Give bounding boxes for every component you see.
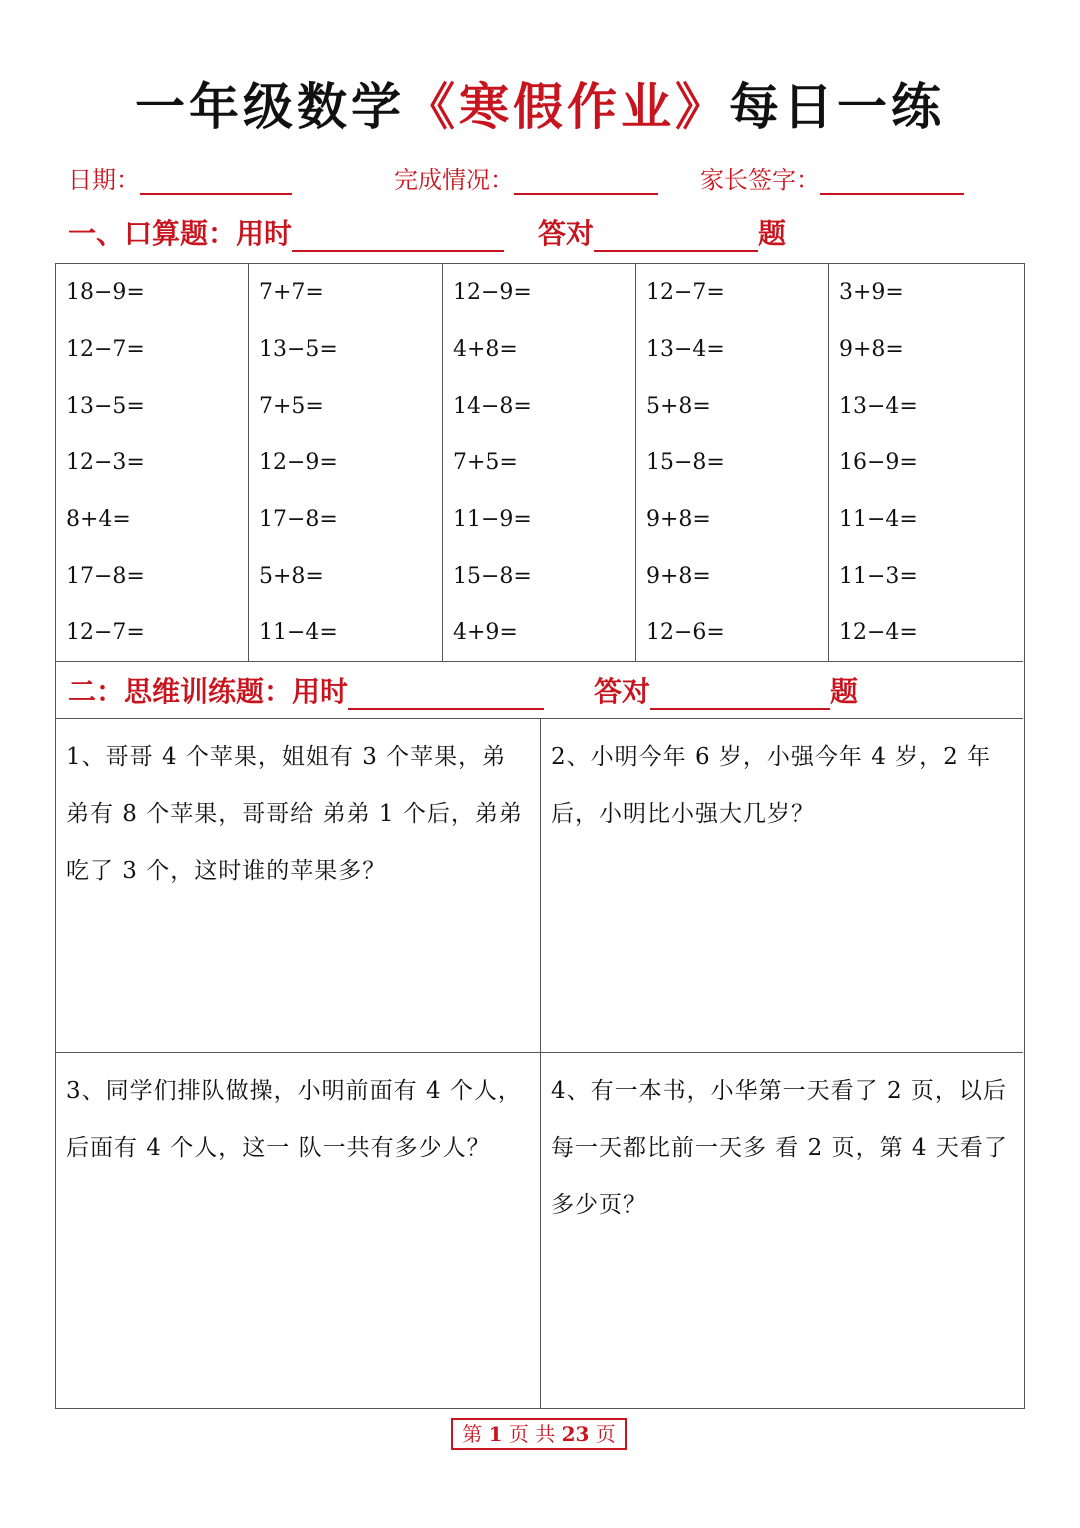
calc-item: 11−9= [453, 507, 532, 532]
calc-item: 11−3= [839, 564, 918, 589]
calc-item: 9+8= [646, 564, 711, 589]
calc-item: 17−8= [66, 564, 145, 589]
info-row [68, 160, 1008, 200]
problems-grid [56, 719, 1023, 1408]
page-title [0, 72, 1080, 142]
footer-middle: 页 共 [508, 1422, 556, 1446]
section2-time-blank[interactable] [348, 672, 544, 710]
section1-time-blank[interactable] [292, 214, 504, 252]
calc-item: 7+5= [259, 394, 324, 419]
problem-2: 2、小明今年 6 岁，小强今年 4 岁，2 年后，小明比小强大几岁？ [541, 719, 1023, 1053]
section1-correct-blank[interactable] [594, 214, 758, 252]
section1-unit: 题 [758, 217, 787, 250]
section2-unit: 题 [830, 675, 859, 708]
calc-table [56, 264, 1023, 661]
calc-item: 12−6= [646, 620, 725, 645]
calc-item: 4+8= [453, 337, 518, 362]
calc-item: 3+9= [839, 280, 904, 305]
page-footer [451, 1418, 627, 1450]
calc-item: 17−8= [259, 507, 338, 532]
parent-signature-blank[interactable] [820, 165, 964, 195]
title-prefix: 一年级数学 [135, 77, 405, 136]
calc-column-4 [636, 264, 829, 661]
calc-item: 12−7= [646, 280, 725, 305]
date-field[interactable] [68, 160, 292, 195]
title-highlight: 《寒假作业》 [405, 77, 729, 136]
calc-item: 13−4= [646, 337, 725, 362]
parent-label: 家长签字： [700, 166, 820, 194]
calc-item: 7+5= [453, 450, 518, 475]
calc-item: 12−3= [66, 450, 145, 475]
calc-item: 12−7= [66, 337, 145, 362]
calc-item: 5+8= [259, 564, 324, 589]
section1-label: 一、口算题：用时 [68, 217, 293, 250]
calc-item: 16−9= [839, 450, 918, 475]
parent-signature-field[interactable] [700, 160, 964, 195]
section2-correct-label: 答对 [594, 675, 651, 708]
calc-item: 9+8= [646, 507, 711, 532]
calc-column-3 [443, 264, 636, 661]
date-blank[interactable] [140, 165, 292, 195]
problem-1: 1、哥哥 4 个苹果，姐姐有 3 个苹果，弟弟有 8 个苹果，哥哥给 弟弟 1 个后，弟弟吃了 3 个，这时谁的苹果多？ [56, 719, 541, 1053]
footer-total-pages: 23 [561, 1422, 590, 1446]
problem-3: 3、同学们排队做操，小明前面有 4 个人，后面有 4 个人，这一 队一共有多少人？ [56, 1053, 541, 1408]
footer-prefix: 第 [462, 1422, 483, 1446]
calc-item: 7+7= [259, 280, 324, 305]
calc-item: 11−4= [839, 507, 918, 532]
calc-item: 13−4= [839, 394, 918, 419]
problem-4: 4、有一本书，小华第一天看了 2 页，以后每一天都比前一天多 看 2 页，第 4 天看了多少页？ [551, 1078, 1008, 1218]
calc-item: 12−9= [453, 280, 532, 305]
calc-item: 4+9= [453, 620, 518, 645]
completion-blank[interactable] [514, 165, 658, 195]
footer-page-number: 1 [488, 1422, 503, 1446]
footer-suffix: 页 [595, 1422, 616, 1446]
calc-column-5 [829, 264, 1023, 661]
calc-item: 13−5= [259, 337, 338, 362]
section1-correct-label: 答对 [538, 217, 595, 250]
section2-header [56, 661, 1023, 719]
calc-item: 5+8= [646, 394, 711, 419]
calc-item: 11−4= [259, 620, 338, 645]
calc-item: 15−8= [646, 450, 725, 475]
completion-field[interactable] [394, 160, 658, 195]
section2-correct-blank[interactable] [650, 672, 830, 710]
section2-label: 二：思维训练题：用时 [68, 675, 349, 708]
calc-item: 12−7= [66, 620, 145, 645]
calc-item: 13−5= [66, 394, 145, 419]
title-suffix: 每日一练 [729, 77, 945, 136]
completion-label: 完成情况： [394, 166, 514, 194]
calc-item: 14−8= [453, 394, 532, 419]
worksheet-grid [55, 263, 1025, 1409]
calc-item: 9+8= [839, 337, 904, 362]
section1-header [68, 212, 968, 256]
calc-item: 18−9= [66, 280, 145, 305]
calc-item: 12−9= [259, 450, 338, 475]
calc-column-1 [56, 264, 249, 661]
date-label: 日期： [68, 166, 140, 194]
calc-item: 8+4= [66, 507, 131, 532]
calc-item: 12−4= [839, 620, 918, 645]
calc-item: 15−8= [453, 564, 532, 589]
calc-column-2 [249, 264, 443, 661]
